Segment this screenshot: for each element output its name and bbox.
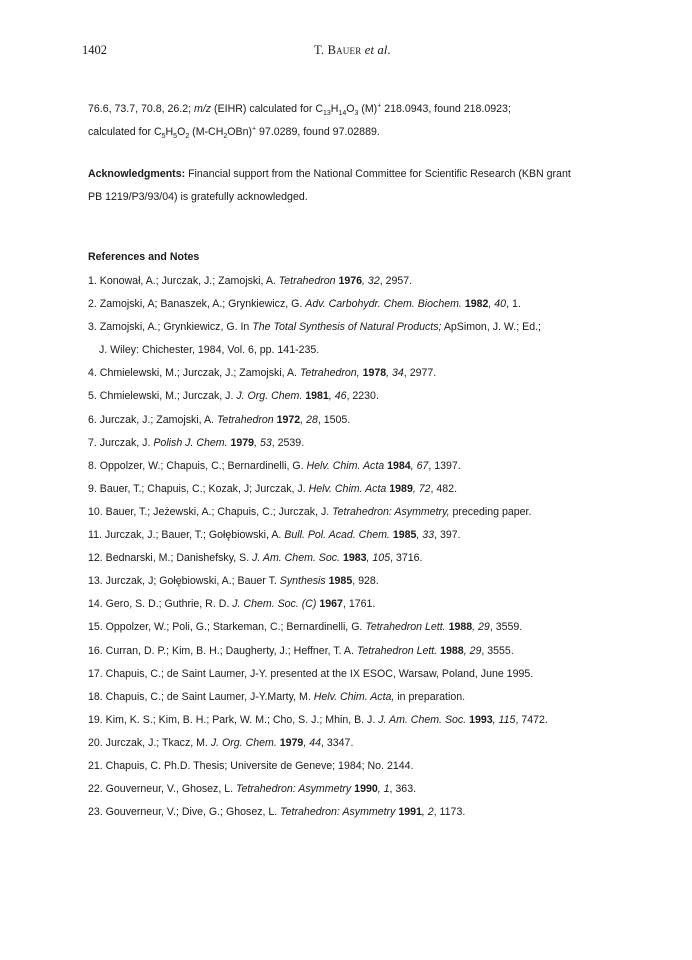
reference-j: Tetrahedron: Asymmetry — [236, 783, 352, 796]
reference-n: 15. — [88, 621, 103, 634]
reference-a: Gouverneur, V.; Dive, G.; Ghosez, L. — [102, 806, 281, 819]
reference-item — [88, 640, 618, 663]
reference-j: Helv. Chim. Acta — [306, 459, 385, 472]
reference-n: 5. — [88, 390, 97, 403]
reference-a: Chapuis, C.; de Saint Laumer, J-Y.Marty, M. — [102, 690, 314, 703]
reference-j: Bull. Pol. Acad. Chem. — [284, 529, 390, 542]
reference-j: J. Org. Chem. — [210, 736, 277, 749]
reference-item — [88, 524, 618, 547]
reference-item — [88, 547, 618, 570]
reference-y: 1993 — [466, 713, 493, 726]
reference-p: in preparation. — [394, 690, 466, 703]
reference-y: 1984 — [384, 459, 411, 472]
reference-v: , 2 — [421, 806, 434, 819]
reference-v: , 67 — [410, 459, 429, 472]
reference-p: , 3716. — [390, 552, 423, 565]
reference-y: 1967 — [316, 598, 343, 611]
reference-item — [88, 686, 618, 709]
reference-v: , 29 — [472, 621, 490, 634]
reference-n: 16. — [88, 644, 103, 657]
reference-item — [88, 432, 618, 455]
reference-n: 2. — [88, 298, 97, 311]
reference-item — [88, 270, 618, 293]
reference-a: Konował, A.; Jurczak, J.; Zamojski, A. — [96, 275, 279, 287]
reference-n: 20. — [88, 736, 103, 749]
reference-p: , 1397. — [428, 459, 461, 472]
reference-j: Tetrahedron — [278, 275, 336, 287]
reference-item — [88, 570, 618, 593]
reference-p: , 7472. — [515, 713, 548, 726]
reference-n: 18. — [88, 690, 103, 703]
reference-n: 21. — [88, 759, 103, 772]
reference-j: Tetrahedron — [216, 413, 274, 426]
author-initial: T. — [314, 43, 328, 57]
reference-j: Polish J. Chem. — [153, 436, 228, 449]
reference-v: , 40 — [488, 298, 507, 311]
reference-p: , 928. — [352, 575, 379, 588]
reference-j: J. Org. Chem. — [236, 390, 303, 403]
reference-y: 1985 — [325, 575, 353, 588]
reference-y: 1978 — [359, 367, 387, 380]
reference-a: Bednarski, M.; Danishefsky, S. — [102, 552, 253, 565]
reference-p: , 3347. — [320, 736, 354, 749]
reference-p: , 1761. — [342, 598, 376, 611]
reference-n: 9. — [88, 482, 97, 495]
reference-p: , 1. — [506, 298, 521, 311]
spectral-data-line-2: calculated for $C_5H_5O_2$ $(M-CH_2OBn)^+$ 97.0289, found 97.02889. — [88, 125, 380, 141]
reference-p: , 2539. — [271, 436, 305, 449]
reference-item — [88, 616, 618, 639]
reference-a: Zamojski, A.; Grynkiewicz, G. In — [96, 321, 253, 334]
spectral-data-paragraph — [88, 98, 608, 144]
reference-n: 13. — [88, 575, 103, 588]
reference-a: Oppolzer, W.; Poli, G.; Starkeman, C.; Bernardinelli, G. — [102, 621, 366, 634]
reference-p: , 363. — [389, 783, 417, 796]
reference-p: , 397. — [434, 529, 461, 542]
reference-item — [88, 478, 618, 501]
reference-p: , 1173. — [433, 806, 466, 819]
reference-y: 1972 — [273, 413, 301, 426]
reference-item — [88, 316, 618, 362]
reference-n: 11. — [88, 529, 102, 542]
reference-p: , 2230. — [346, 390, 379, 403]
reference-y: 1990 — [351, 783, 378, 796]
reference-n: 10. — [88, 505, 103, 518]
reference-a: Jurczak, J.; Zamojski, A. — [96, 413, 217, 426]
running-head-authors — [314, 43, 391, 58]
reference-continuation: J. Wiley: Chichester, 1984, Vol. 6, pp. 141-235. — [99, 344, 320, 357]
reference-item — [88, 778, 618, 801]
reference-y: 1976 — [335, 275, 363, 287]
reference-a: Chmielewski, M.; Jurczak, J. — [96, 390, 237, 403]
reference-y: 1985 — [389, 529, 417, 542]
reference-n: 12. — [88, 552, 103, 565]
reference-j: Adv. Carbohydr. Chem. Biochem. — [305, 298, 462, 311]
acknowledgments-line-1: Acknowledgments: Financial support from the National Committee for Scientific Research (KBN grant — [88, 168, 571, 180]
reference-a: Chapuis, C. Ph.D. Thesis; Universite de Geneve; 1984; No. 2144. — [102, 759, 414, 772]
reference-j: Helv. Chim. Acta — [308, 482, 387, 495]
reference-a: Curran, D. P.; Kim, B. H.; Daugherty, J.; Heffner, T. A. — [102, 644, 357, 657]
reference-a: Jurczak, J.; Tkacz, M. — [102, 736, 211, 749]
reference-v: , 46 — [328, 390, 347, 403]
reference-p: , 2977. — [403, 367, 437, 380]
reference-a: Kim, K. S.; Kim, B. H.; Park, W. M.; Cho, S. J.; Mhin, B. J. — [102, 713, 379, 726]
reference-v: , 32 — [362, 275, 380, 287]
reference-a: Chapuis, C.; de Saint Laumer, J-Y. presented at the IX ESOC, Warsaw, Poland, June 1995. — [102, 667, 534, 680]
reference-p: ApSimon, J. W.; Ed.; — [441, 321, 541, 334]
reference-a: Bauer, T.; Jeżewski, A.; Chapuis, C.; Jurczak, J. — [102, 505, 333, 518]
reference-v: , 29 — [463, 644, 482, 657]
reference-item — [88, 362, 618, 385]
acknowledgments-line-2: PB 1219/P3/93/04) is gratefully acknowledged. — [88, 191, 308, 203]
reference-j: Tetrahedron, — [299, 367, 360, 380]
reference-j: J. Am. Chem. Soc. — [252, 552, 341, 565]
reference-v: , 53 — [254, 436, 272, 449]
reference-y: 1979 — [227, 436, 255, 449]
reference-n: 17. — [88, 667, 103, 680]
reference-p: , 3559. — [489, 621, 523, 634]
references-list — [88, 270, 618, 824]
reference-n: 23. — [88, 806, 103, 819]
reference-y: 1979 — [276, 736, 304, 749]
reference-j: Tetrahedron: Asymmetry, — [332, 505, 450, 518]
reference-item — [88, 663, 618, 686]
et-al: et al. — [361, 43, 391, 57]
reference-a: Gero, S. D.; Guthrie, R. D. — [102, 598, 233, 611]
reference-n: 7. — [88, 436, 97, 449]
reference-y: 1989 — [386, 482, 413, 495]
reference-y: 1988 — [445, 621, 473, 634]
reference-a: Jurczak, J.; Bauer, T.; Gołębiowski, A. — [101, 529, 285, 542]
reference-p: preceding paper. — [449, 505, 532, 518]
reference-n: 6. — [88, 413, 97, 426]
reference-j: The Total Synthesis of Natural Products; — [252, 321, 442, 334]
reference-item — [88, 593, 618, 616]
reference-n: 19. — [88, 713, 103, 726]
reference-n: 14. — [88, 598, 103, 611]
reference-a: Gouverneur, V., Ghosez, L. — [102, 783, 237, 796]
reference-v: , 34 — [386, 367, 404, 380]
reference-n: 8. — [88, 459, 97, 472]
reference-n: 3. — [88, 321, 97, 334]
reference-p: , 482. — [430, 482, 458, 495]
reference-item — [88, 385, 618, 408]
reference-p: , 2957. — [379, 275, 413, 287]
reference-y: 1988 — [437, 644, 464, 657]
reference-v: , 44 — [303, 736, 321, 749]
reference-y: 1982 — [461, 298, 489, 311]
reference-n: 4. — [88, 367, 97, 380]
acknowledgments-paragraph — [88, 163, 608, 209]
reference-item — [88, 501, 618, 524]
reference-item — [88, 709, 618, 732]
running-header — [82, 43, 602, 63]
reference-j: Tetrahedron Lett. — [356, 644, 438, 657]
spectral-data-line-1: 76.6, 73.7, 70.8, 26.2; m/z (EIHR) calculated for $C_{13}H_{14}O_3$ (M)+ 218.0943, found 218.0923; — [88, 102, 511, 118]
reference-v: , 72 — [412, 482, 431, 495]
reference-item — [88, 455, 618, 478]
reference-p: , 1505. — [317, 413, 351, 426]
reference-v: , 28 — [300, 413, 318, 426]
reference-n: 1. — [88, 275, 97, 287]
reference-v: , 115 — [492, 713, 516, 726]
reference-v: , 33 — [416, 529, 435, 542]
reference-item — [88, 409, 618, 432]
author-surname: Bauer — [327, 43, 362, 57]
acknowledgments-label: Acknowledgments: — [88, 168, 186, 180]
reference-p: , 3555. — [481, 644, 514, 657]
reference-item — [88, 293, 618, 316]
page-number: 1402 — [82, 43, 107, 57]
reference-item — [88, 801, 618, 824]
reference-j: Synthesis — [279, 575, 326, 588]
reference-a: Jurczak, J. — [96, 436, 154, 449]
reference-j: J. Chem. Soc. (C) — [232, 598, 317, 611]
reference-a: Chmielewski, M.; Jurczak, J.; Zamojski, A. — [96, 367, 300, 380]
reference-a: Oppolzer, W.; Chapuis, C.; Bernardinelli, G. — [96, 459, 307, 472]
reference-a: Zamojski, A; Banaszek, A.; Grynkiewicz, G. — [96, 298, 306, 311]
reference-y: 1991 — [395, 806, 422, 819]
reference-j: Helv. Chim. Acta, — [313, 690, 395, 703]
reference-y: 1983 — [340, 552, 367, 565]
reference-j: Tetrahedron: Asymmetry — [280, 806, 396, 819]
reference-a: Jurczak, J; Gołębiowski, A.; Bauer T. — [102, 575, 280, 588]
reference-y: 1981 — [302, 390, 329, 403]
references-heading: References and Notes — [88, 251, 200, 263]
reference-item — [88, 755, 618, 778]
reference-n: 22. — [88, 783, 103, 796]
reference-j: Tetrahedron Lett. — [365, 621, 446, 634]
reference-item — [88, 732, 618, 755]
reference-j: J. Am. Chem. Soc. — [378, 713, 467, 726]
reference-v: , 105 — [366, 552, 391, 565]
reference-a: Bauer, T.; Chapuis, C.; Kozak, J; Jurczak, J. — [96, 482, 309, 495]
reference-v: , 1 — [377, 783, 390, 796]
